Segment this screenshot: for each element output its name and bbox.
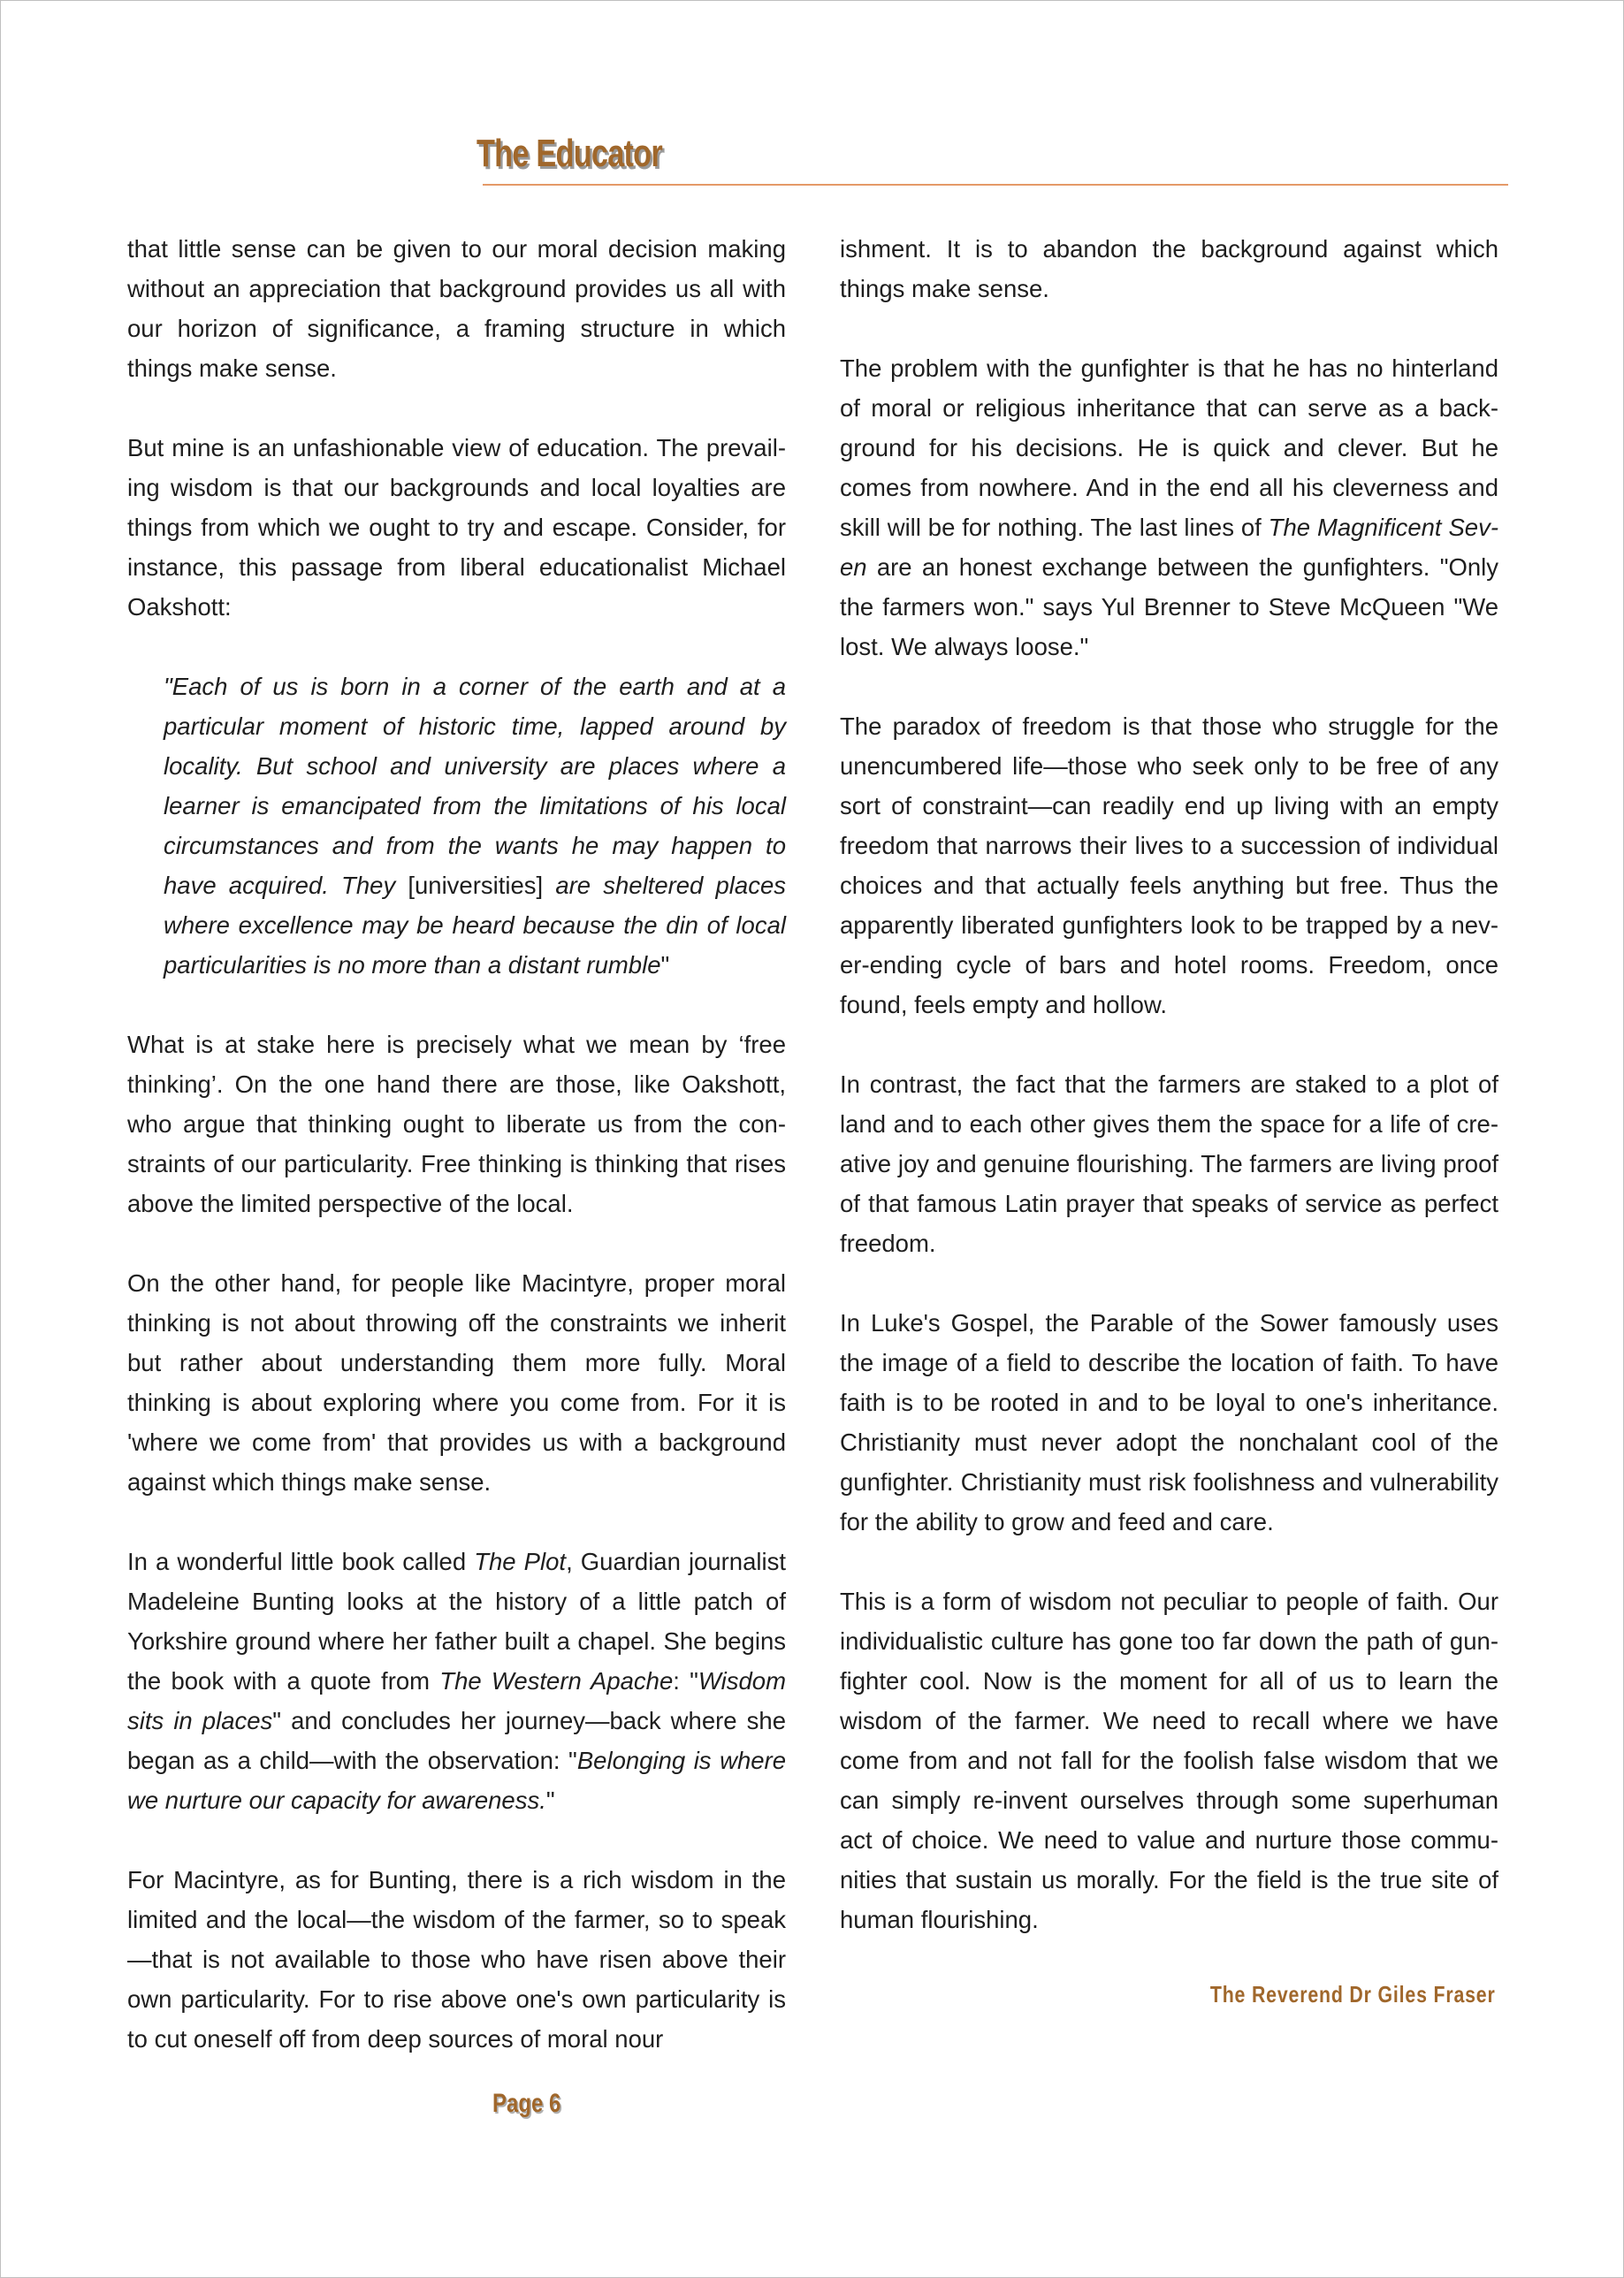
text-run: In contrast, the fact that the farmers are staked to a plot of land and to each other gives them the space for a life of creative joy and genuine flourishing. The farmers are living proof of that famous Latin prayer that speaks of service as perfect freedom. [840, 1070, 1498, 1257]
text-run: : " [673, 1667, 698, 1695]
text-run: are sheltered places where excellence may be heard because the din of local particularities is no more than a distant rumble [164, 872, 786, 979]
article-column-left [127, 229, 786, 2099]
body-paragraph [840, 1064, 1498, 1263]
text-run: are an honest exchange between the gunfighters. "Only the farmers won." says Yul Brenner to Steve McQueen "We lost. We always loose." [840, 553, 1498, 660]
text-run: [universities] [408, 872, 544, 899]
text-run: For Macintyre, as for Bunting, there is a rich wisdom in the limited and the local—the wisdom of the farmer, so to speak—that is not available to those who have risen above their own particularity. For to rise above one's own particularity is to cut oneself off from deep sources of moral nour [127, 1866, 786, 2053]
body-paragraph [840, 229, 1498, 309]
text-run: that little sense can be given to our moral decision making without an appreciation that background provides us all with our horizon of significance, a framing structure in which things make sense. [127, 235, 786, 382]
body-paragraph [127, 1860, 786, 2059]
text-run: But mine is an unfashionable view of education. The prevailing wisdom is that our backgrounds and local loyalties are things from which we ought to try and escape. Consider, for instance, this passage from liberal educationalist Michael Oakshott: [127, 434, 786, 621]
text-run: In a wonderful little book called [127, 1548, 475, 1575]
body-paragraph [127, 428, 786, 627]
text-run: " and concludes her journey—back where she began as a child—with the observation: " [127, 1707, 786, 1774]
body-paragraph [840, 348, 1498, 667]
italic-text: Belonging is where we nurture our capacity for awareness. [127, 1747, 786, 1814]
article-column-right [840, 229, 1498, 1979]
text-run: In Luke's Gospel, the Parable of the Sower famously uses the image of a field to describe the location of faith. To have faith is to be rooted in and to be loyal to one's inheritance. Christianity must never adopt the nonchalant cool of the gunfighter. Christianity must risk foolishness and vulnerability for the ability to grow and feed and care. [840, 1309, 1498, 1535]
publication-title: The Educator [477, 132, 662, 175]
text-run: " [545, 1787, 555, 1814]
body-paragraph [840, 1581, 1498, 1939]
text-run: This is a form of wisdom not peculiar to people of faith. Our individualistic culture has gone too far down the path of gunfighter cool. Now is the moment for all of us to learn the wisdom of the farmer. We need to recall where we have come from and not fall for the foolish false wisdom that we can simply re-invent ourselves through some superhuman act of choice. We need to value and nurture those communities that sustain us morally. For the field is the true site of human flourishing. [840, 1588, 1498, 1933]
body-paragraph [127, 229, 786, 388]
italic-text: Wisdom sits in places [127, 1667, 786, 1734]
text-run: The problem with the gunfighter is that he has no hinterland of moral or religious inheritance that can serve as a background for his decisions. He is quick and clever. But he comes from nowhere. And in the end all his cleverness and skill will be for nothing. The last lines of [840, 354, 1498, 541]
text-run: The paradox of freedom is that those who struggle for the unencumbered life—those who seek only to be free of any sort of constraint—can readily end up living with an empty freedom that narrows their lives to a succession of individual choices and that actually feels anything but free. Thus the apparently liberated gunfighters look to be trapped by a never-ending cycle of bars and hotel rooms. Freedom, once found, feels empty and hollow. [840, 712, 1498, 1018]
text-run: " [660, 951, 670, 979]
body-paragraph [127, 1542, 786, 1820]
block-quote [164, 667, 786, 985]
body-paragraph [127, 1263, 786, 1502]
text-run: , Guardian journalist Madeleine Bunting looks at the history of a little patch of Yorkshire ground where her father built a chapel. She begins the book with a quote from [127, 1548, 787, 1695]
body-paragraph [127, 1025, 786, 1223]
text-run: "Each of us is born in a corner of the earth and at a particular moment of historic time, lapped around by locality. But school and university are places where a learner is emancipated from the limitations of his local circumstances and from the wants he may happen to have acquired. They [164, 673, 786, 899]
italic-text: The Western Apache [439, 1667, 674, 1695]
text-run: ishment. It is to abandon the background against which things make sense. [840, 235, 1498, 302]
italic-text: The Magnificent Seven [840, 514, 1499, 581]
header-rule [483, 184, 1508, 186]
italic-text: The Plot [474, 1548, 567, 1575]
text-run: On the other hand, for people like Macintyre, proper moral thinking is not about throwing off the constraints we inherit but rather about understanding them more fully. Moral thinking is about exploring where you come from. For it is 'where we come from' that provides us with a background against which things make sense. [127, 1269, 786, 1496]
text-run: What is at stake here is precisely what we mean by ‘free thinking’. On the one hand there are those, like Oakshott, who argue that thinking ought to liberate us from the constraints of our particularity. Free thinking is thinking that rises above the limited perspective of the local. [127, 1031, 786, 1217]
body-paragraph [840, 1303, 1498, 1542]
page-number: Page 6 [492, 2089, 561, 2118]
body-paragraph [840, 706, 1498, 1025]
author-byline: The Reverend Dr Giles Fraser [1210, 1981, 1496, 2008]
